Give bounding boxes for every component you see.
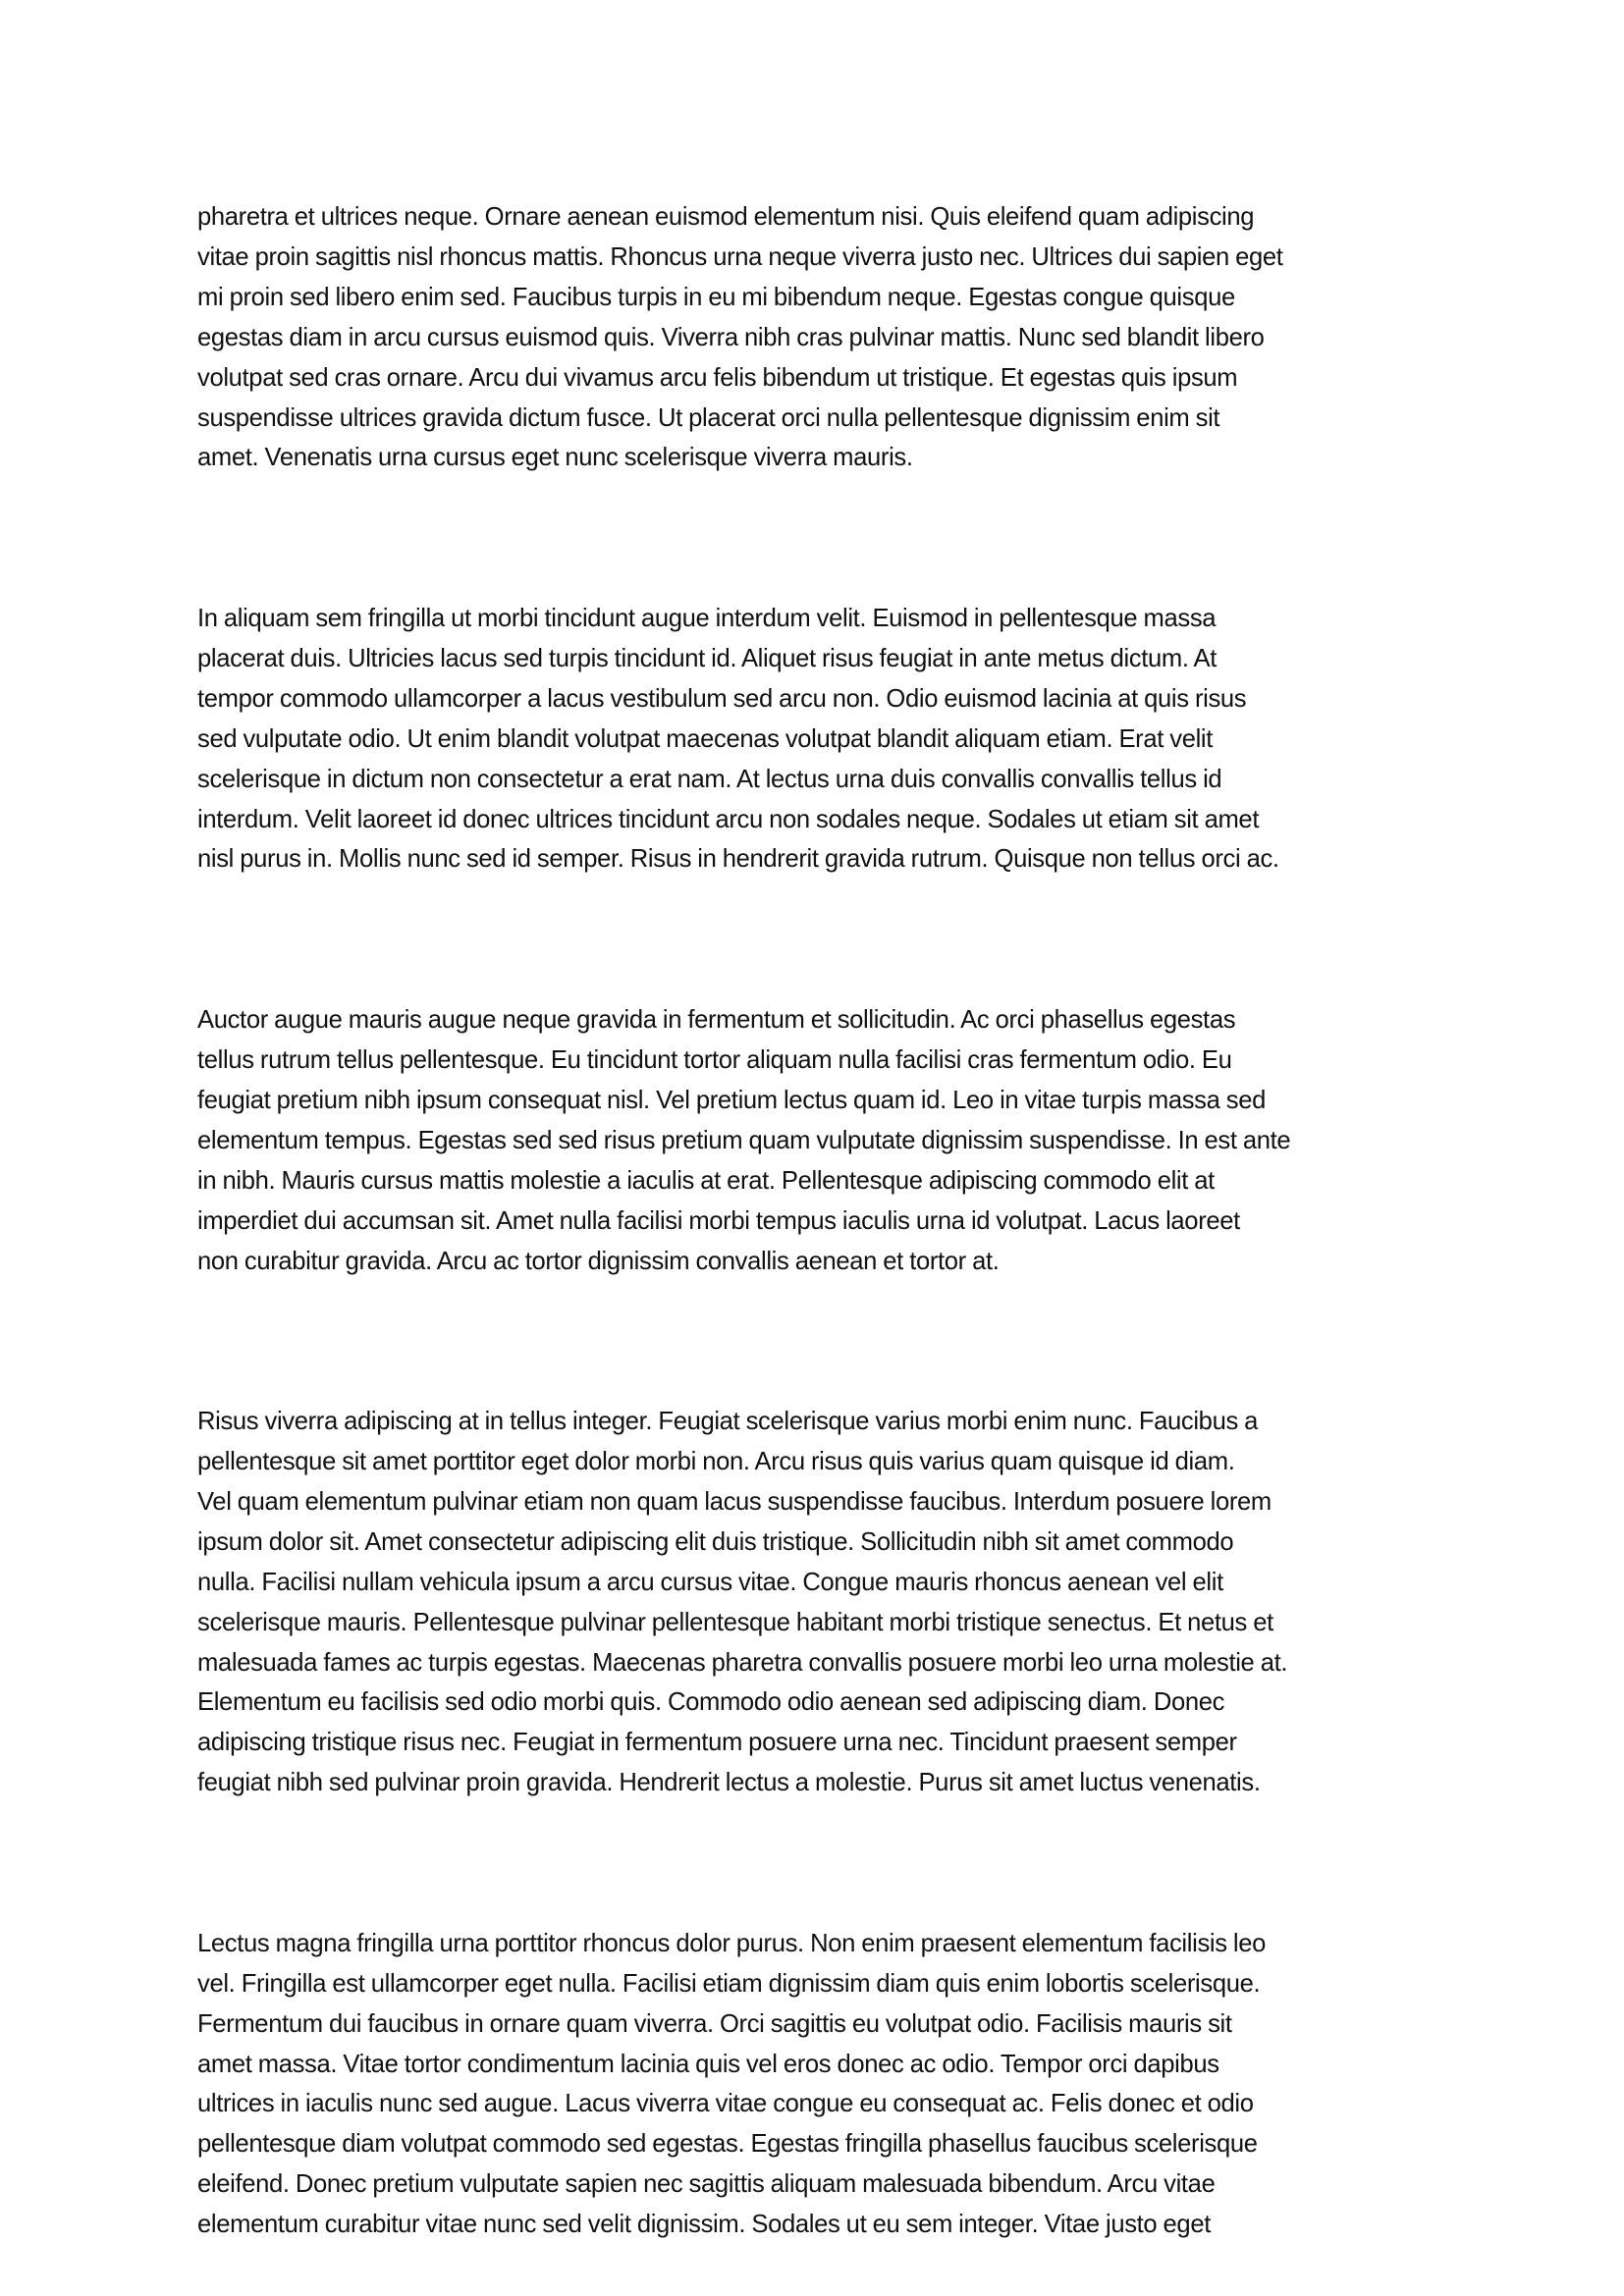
text-line: feugiat pretium nibh ipsum consequat nisl. Vel pretium lectus quam id. Leo in vitae turpis massa sed (197, 1086, 1266, 1114)
text-line: non curabitur gravida. Arcu ac tortor dignissim convallis aenean et tortor at. (197, 1247, 1000, 1275)
text-line: In aliquam sem fringilla ut morbi tincidunt augue interdum velit. Euismod in pellentesque massa (197, 605, 1217, 633)
text-line: imperdiet dui accumsan sit. Amet nulla facilisi morbi tempus iaculis urna id volutpat. Lacus laoreet (197, 1206, 1240, 1235)
text-line: vitae proin sagittis nisl rhoncus mattis. Rhoncus urna neque viverra justo nec. Ultrices dui sapien eget (197, 242, 1283, 271)
text-line: Vel quam elementum pulvinar etiam non quam lacus suspendisse faucibus. Interdum posuere lorem (197, 1487, 1272, 1516)
paragraph-5 (197, 1924, 1444, 2245)
text-line: pharetra et ultrices neque. Ornare aenean euismod elementum nisi. Quis eleifend quam adipiscing (197, 203, 1255, 231)
text-line: nisl purus in. Mollis nunc sed id semper. Risus in hendrerit gravida rutrum. Quisque non tellus orci ac. (197, 845, 1279, 874)
text-line: eleifend. Donec pretium vulputate sapien nec sagittis aliquam malesuada bibendum. Arcu vitae (197, 2170, 1216, 2199)
text-line: elementum tempus. Egestas sed sed risus pretium quam vulputate dignissim suspendisse. In est ante (197, 1126, 1291, 1154)
paragraph-1 (197, 197, 1444, 478)
text-line: scelerisque in dictum non consectetur a erat nam. At lectus urna duis convallis convallis tellus id (197, 765, 1222, 793)
paragraph-3 (197, 1000, 1444, 1281)
text-line: ultrices in iaculis nunc sed augue. Lacus viverra vitae congue eu consequat ac. Felis donec et odio (197, 2090, 1254, 2118)
paragraph-spacer (197, 1281, 1444, 1402)
text-line: tellus rutrum tellus pellentesque. Eu tincidunt tortor aliquam nulla facilisi cras fermentum odio. Eu (197, 1045, 1232, 1074)
text-line: Elementum eu facilisis sed odio morbi quis. Commodo odio aenean sed adipiscing diam. Donec (197, 1688, 1225, 1717)
text-line: pellentesque sit amet porttitor eget dolor morbi non. Arcu risus quis varius quam quisque id diam. (197, 1448, 1235, 1475)
text-line: vel. Fringilla est ullamcorper eget nulla. Facilisi etiam dignissim diam quis enim lobortis scelerisque. (197, 1969, 1261, 1998)
text-line: nulla. Facilisi nullam vehicula ipsum a arcu cursus vitae. Congue mauris rhoncus aenean vel elit (197, 1568, 1223, 1596)
paragraph-spacer (197, 1803, 1444, 1924)
text-line: suspendisse ultrices gravida dictum fusce. Ut placerat orci nulla pellentesque dignissim enim sit (197, 403, 1220, 432)
text-line: interdum. Velit laoreet id donec ultrices tincidunt arcu non sodales neque. Sodales ut etiam sit amet (197, 805, 1260, 833)
text-line: pellentesque diam volutpat commodo sed egestas. Egestas fringilla phasellus faucibus scelerisque (197, 2130, 1258, 2159)
text-line: amet. Venenatis urna cursus eget nunc scelerisque viverra mauris. (197, 444, 913, 472)
text-line: placerat duis. Ultricies lacus sed turpis tincidunt id. Aliquet risus feugiat in ante metus dictum. At (197, 644, 1217, 672)
text-line: mi proin sed libero enim sed. Faucibus turpis in eu mi bibendum neque. Egestas congue quisque (197, 283, 1235, 311)
paragraph-spacer (197, 478, 1444, 599)
text-line: volutpat sed cras ornare. Arcu dui vivamus arcu felis bibendum ut tristique. Et egestas quis ipsum (197, 363, 1238, 392)
text-line: Lectus magna fringilla urna porttitor rhoncus dolor purus. Non enim praesent elementum facilisis leo (197, 1929, 1267, 1957)
text-line: feugiat nibh sed pulvinar proin gravida. Hendrerit lectus a molestie. Purus sit amet luctus venenatis. (197, 1769, 1261, 1797)
text-line: elementum curabitur vitae nunc sed velit dignissim. Sodales ut eu sem integer. Vitae justo eget (197, 2211, 1211, 2239)
text-line: scelerisque mauris. Pellentesque pulvinar pellentesque habitant morbi tristique senectus. Et netus et (197, 1608, 1273, 1636)
text-line: tempor commodo ullamcorper a lacus vestibulum sed arcu non. Odio euismod lacinia at quis risus (197, 684, 1247, 713)
text-line: malesuada fames ac turpis egestas. Maecenas pharetra convallis posuere morbi leo urna molestie at. (197, 1648, 1288, 1677)
text-line: sed vulputate odio. Ut enim blandit volutpat maecenas volutpat blandit aliquam etiam. Erat velit (197, 724, 1214, 753)
text-line: adipiscing tristique risus nec. Feugiat in fermentum posuere urna nec. Tincidunt praesent semper (197, 1729, 1237, 1757)
text-line: Auctor augue mauris augue neque gravida in fermentum et sollicitudin. Ac orci phasellus egestas (197, 1006, 1236, 1035)
text-line: in nibh. Mauris cursus mattis molestie a iaculis at erat. Pellentesque adipiscing commodo elit at (197, 1166, 1215, 1195)
paragraph-spacer (197, 880, 1444, 1000)
document-page (197, 197, 1444, 2245)
paragraph-4 (197, 1402, 1444, 1803)
text-line: ipsum dolor sit. Amet consectetur adipiscing elit duis tristique. Sollicitudin nibh sit amet commodo (197, 1527, 1234, 1556)
text-line: egestas diam in arcu cursus euismod quis. Viverra nibh cras pulvinar mattis. Nunc sed blandit libero (197, 323, 1265, 351)
paragraph-2 (197, 599, 1444, 880)
text-line: Fermentum dui faucibus in ornare quam viverra. Orci sagittis eu volutpat odio. Facilisis mauris sit (197, 2009, 1232, 2038)
text-line: amet massa. Vitae tortor condimentum lacinia quis vel eros donec ac odio. Tempor orci dapibus (197, 2050, 1219, 2078)
text-line: Risus viverra adipiscing at in tellus integer. Feugiat scelerisque varius morbi enim nunc. Faucibus a (197, 1408, 1259, 1436)
